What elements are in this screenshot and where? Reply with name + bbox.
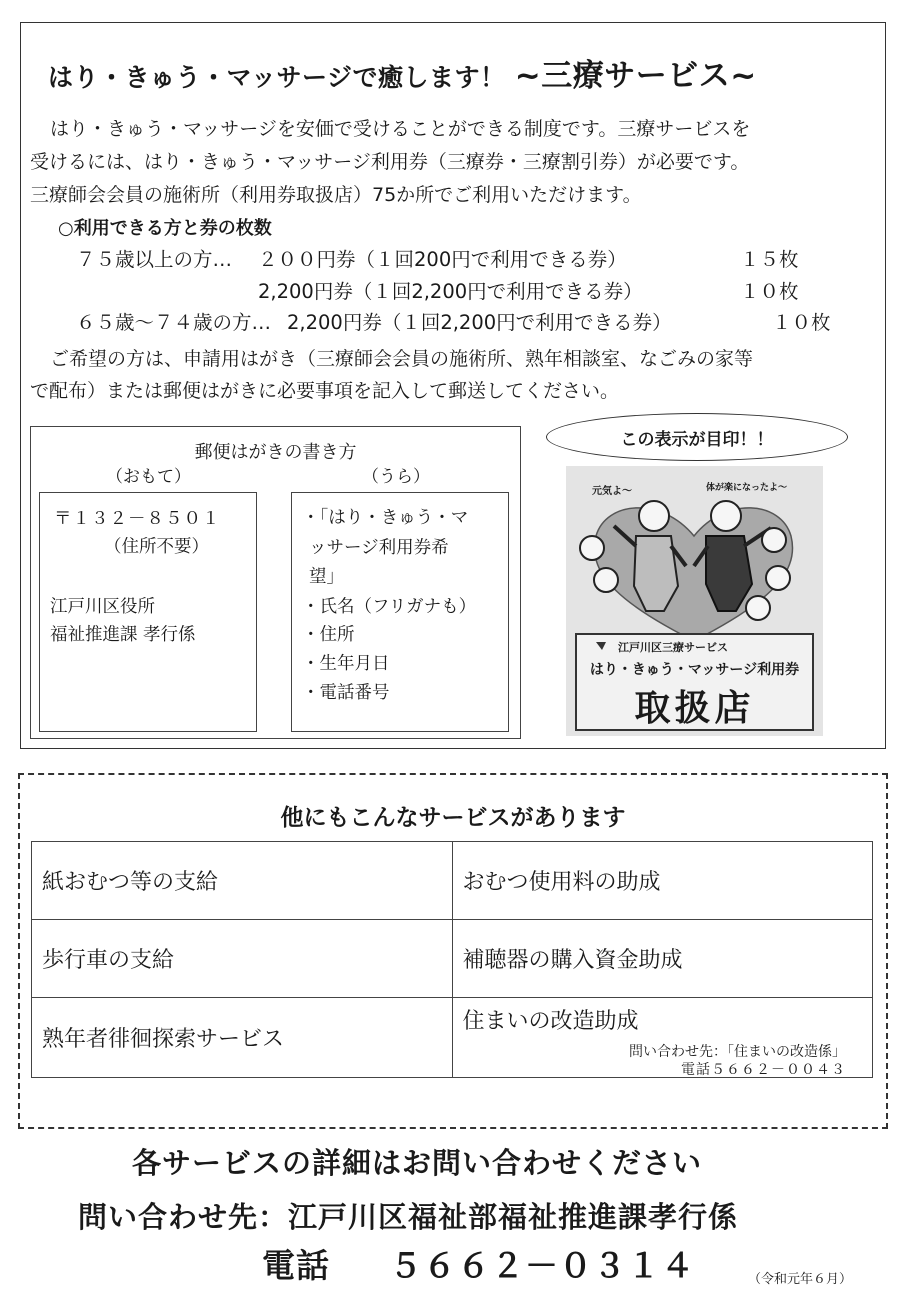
- title-main: ~三療サービス~: [514, 58, 757, 94]
- person-icon: [766, 566, 790, 590]
- housing-phone: 電話５６６２－００４３: [681, 1062, 846, 1078]
- sign-main: 取扱店: [634, 688, 755, 729]
- contact-office: 問い合わせ先：江戸川区福祉部福祉推進課孝行係: [78, 1200, 739, 1234]
- table-row: [32, 842, 873, 920]
- person-icon: [594, 568, 618, 592]
- bubble-left: 元気よ～: [592, 486, 632, 497]
- back-line: ッサージ利用券希: [309, 538, 449, 558]
- eligibility-ticket: 2,200円券（１回2,200円で利用できる券）: [258, 280, 643, 303]
- services-table: [31, 841, 873, 1078]
- back-item: ・住所: [302, 625, 355, 645]
- sign-subtitle: はり・きゅう・マッサージ利用券: [589, 662, 800, 678]
- eligibility-count: １０枚: [772, 311, 831, 334]
- eligibility-group: ７５歳以上の方…: [76, 248, 233, 271]
- housing-contact: 問い合わせ先：「住まいの改造係」: [629, 1044, 846, 1060]
- intro-line-3: 三療師会会員の施術所（利用券取扱店）75か所でご利用いただけます。: [30, 184, 642, 206]
- eligibility-group: ６５歳～７４歳の方…: [76, 311, 272, 334]
- service-cell: 補聴器の購入資金助成: [452, 920, 873, 998]
- mark-callout: [546, 413, 848, 461]
- intro-line-2: 受けるには、はり・きゅう・マッサージ利用券（三療券・三療割引券）が必要です。: [30, 151, 750, 173]
- eligibility-count: １０枚: [740, 280, 799, 303]
- postcard-heading: 郵便はがきの書き方: [194, 442, 357, 463]
- recipient-office: 江戸川区役所: [50, 597, 155, 617]
- title-prefix: はり・きゅう・マッサージで癒します！: [48, 63, 506, 92]
- other-services-title: 他にもこんなサービスがあります: [280, 805, 626, 831]
- phone-number: ５６６２－０３１４: [389, 1246, 695, 1285]
- person-icon: [580, 536, 604, 560]
- eligibility-heading: ○利用できる方と券の枚数: [58, 218, 272, 239]
- back-item: ・氏名（フリガナも）: [302, 597, 477, 617]
- back-item: ・電話番号: [302, 683, 390, 703]
- front-label: （おもて）: [106, 467, 191, 487]
- back-line: 望」: [309, 567, 344, 587]
- no-address-note: （住所不要）: [104, 537, 209, 557]
- table-row: [32, 920, 873, 998]
- service-cell: 歩行車の支給: [32, 920, 453, 998]
- recipient-section: 福祉推進課 孝行係: [50, 625, 196, 645]
- back-item: ・生年月日: [302, 654, 390, 674]
- intro-line-1: はり・きゅう・マッサージを安価で受けることができる制度です。三療サービスを: [50, 118, 751, 140]
- back-line: ・「はり・きゅう・マ: [302, 508, 469, 528]
- mark-callout-text: この表示が目印！！: [620, 429, 774, 450]
- details-note: 各サービスの詳細はお問い合わせください: [132, 1146, 703, 1180]
- eligibility-ticket: 2,200円券（１回2,200円で利用できる券）: [287, 311, 672, 334]
- service-cell-housing: [452, 998, 873, 1078]
- person-icon: [762, 528, 786, 552]
- bubble-right: 体が楽になったよ～: [706, 483, 788, 493]
- application-line-1: ご希望の方は、申請用はがき（三療師会会員の施術所、熟年相談室、なごみの家等: [50, 348, 754, 370]
- person-icon: [746, 596, 770, 620]
- phone-label: 電話: [262, 1246, 330, 1285]
- eligibility-ticket: ２００円券（１回200円で利用できる券）: [258, 248, 627, 271]
- housing-service-label: 住まいの改造助成: [462, 1009, 639, 1034]
- issue-date: （令和元年６月）: [748, 1272, 853, 1287]
- sign-org: 江戸川区三療サービス: [618, 641, 728, 654]
- sanryo-title: [48, 50, 757, 95]
- contact-phone: [262, 1240, 695, 1287]
- shop-sign-illustration: [566, 466, 823, 736]
- postal-code: 〒１３２－８５０１: [54, 509, 221, 529]
- service-cell: 熟年者徘徊探索サービス: [32, 998, 453, 1078]
- back-label: （うら）: [362, 467, 430, 487]
- eligibility-count: １５枚: [740, 248, 799, 271]
- table-row: [32, 998, 873, 1078]
- service-cell: おむつ使用料の助成: [452, 842, 873, 920]
- application-line-2: で配布）または郵便はがきに必要事項を記入して郵送してください。: [30, 380, 620, 402]
- service-cell: 紙おむつ等の支給: [32, 842, 453, 920]
